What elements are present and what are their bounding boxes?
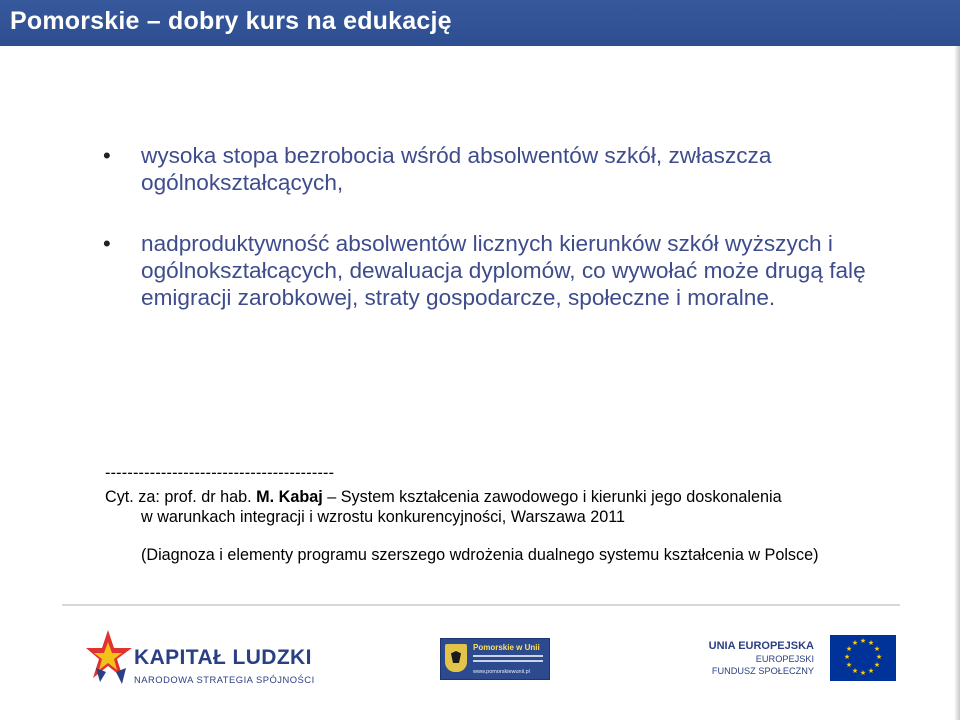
citation-note: (Diagnoza i elementy programu szerszego wdrożenia dualnego systemu kształcenia w Polsce): [141, 546, 819, 564]
svg-text:★: ★: [873, 661, 881, 669]
pomorskie-logo-title: Pomorskie w Unii: [473, 643, 540, 652]
ue-line-3: FUNDUSZ SPOŁECZNY: [711, 666, 814, 676]
svg-text:★: ★: [859, 669, 867, 677]
ue-line-1: UNIA EUROPEJSKA: [708, 640, 814, 652]
svg-text:★: ★: [845, 645, 853, 653]
kapital-ludzki-star-icon: [86, 628, 132, 690]
eu-stars-icon: [830, 635, 896, 681]
citation: [105, 463, 905, 565]
svg-text:★: ★: [845, 661, 853, 669]
kapital-ludzki-logo: [86, 628, 316, 698]
bullet-dot-icon: •: [103, 143, 111, 168]
bullet-list: [103, 142, 903, 345]
bullet-dot-icon: •: [103, 231, 111, 256]
ue-text-block: [709, 640, 814, 676]
pomorskie-logo-url: www.pomorskiewunii.pl: [473, 669, 530, 675]
ue-line-2: EUROPEJSKI: [755, 654, 814, 664]
svg-text:★: ★: [851, 667, 859, 675]
svg-text:★: ★: [873, 645, 881, 653]
slide-edge-shadow: [954, 46, 960, 720]
pomorskie-logo-lines: [473, 655, 543, 665]
svg-text:★: ★: [859, 637, 867, 645]
slide-title: Pomorskie – dobry kurs na edukację: [10, 7, 452, 35]
svg-text:★: ★: [867, 639, 875, 647]
bullet-item: [103, 230, 903, 311]
kapital-ludzki-title: KAPITAŁ LUDZKI: [134, 646, 312, 669]
bullet-item: [103, 142, 903, 196]
citation-prefix: Cyt. za: prof. dr hab.: [105, 488, 257, 506]
footer-divider: [62, 604, 900, 606]
citation-separator: -----------------------------------------: [105, 464, 335, 482]
kapital-ludzki-subtitle: NARODOWA STRATEGIA SPÓJNOŚCI: [134, 674, 315, 685]
footer-logos: [0, 608, 960, 720]
citation-title: – System kształcenia zawodowego i kierunki jego doskonalenia: [322, 488, 782, 506]
svg-text:★: ★: [851, 639, 859, 647]
griffin-crest-icon: [445, 644, 467, 672]
ue-efs-logo: [706, 632, 906, 692]
citation-source: [105, 487, 905, 507]
svg-text:★: ★: [843, 653, 851, 661]
bullet-text: nadproduktywność absolwentów licznych kierunków szkół wyższych i ogólnokształcących, dewaluacja dyplomów, co wywołać może drugą falę emigracji zarobkowej, straty gospodarcze, społeczne i moralne.: [141, 231, 866, 310]
svg-text:★: ★: [875, 653, 883, 661]
header-bar: [0, 0, 960, 46]
eu-flag-icon: [830, 635, 896, 681]
bullet-text: wysoka stopa bezrobocia wśród absolwentów szkół, zwłaszcza ogólnokształcących,: [141, 143, 772, 195]
pomorskie-w-unii-logo: [440, 638, 550, 680]
citation-author: M. Kabaj: [256, 488, 323, 506]
svg-text:★: ★: [867, 667, 875, 675]
citation-line-2: w warunkach integracji i wzrostu konkurencyjności, Warszawa 2011: [141, 508, 626, 526]
